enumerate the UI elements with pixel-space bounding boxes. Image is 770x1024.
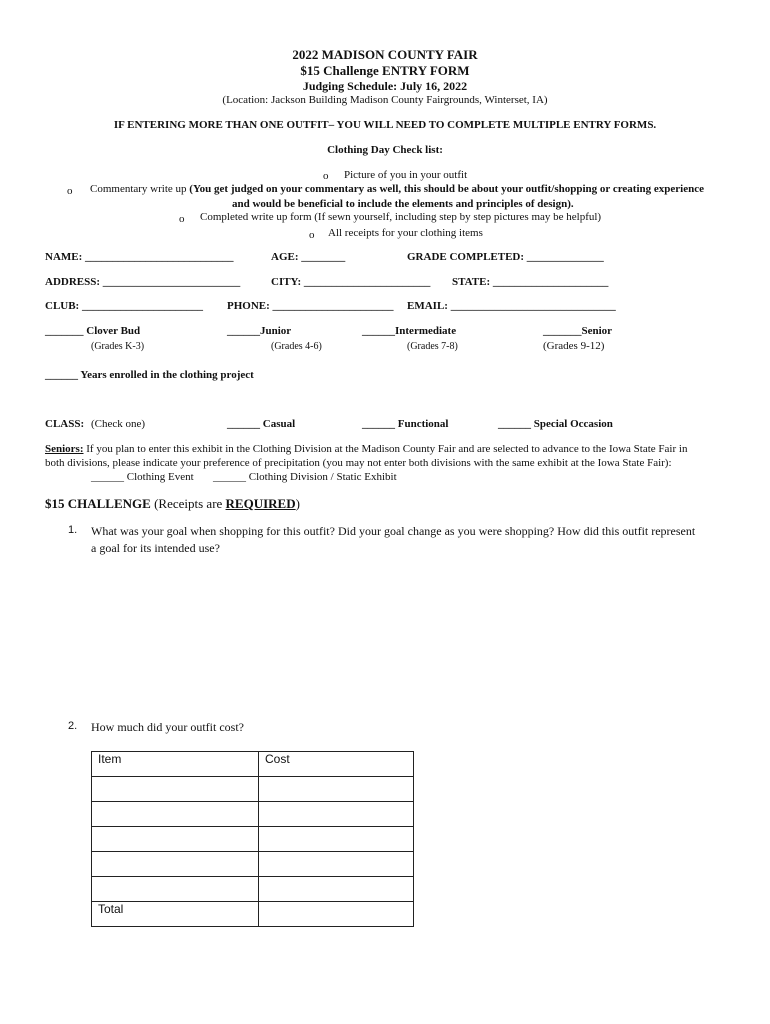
checklist-bullet-icon: o	[323, 170, 329, 182]
multiple-forms-warning: IF ENTERING MORE THAN ONE OUTFIT– YOU WILL NEED TO COMPLETE MULTIPLE ENTRY FORMS.	[113, 119, 657, 131]
table-row	[92, 877, 414, 902]
total-label: Total	[92, 902, 259, 927]
commentary-plain: Commentary write up	[90, 183, 190, 195]
name-field[interactable]: NAME: ___________________________	[45, 251, 234, 263]
level-clover-bud[interactable]: _______ Clover Bud	[45, 325, 141, 337]
challenge-required: REQUIRED	[225, 496, 296, 511]
location-text: (Location: Jackson Building Madison County Fairgrounds, Winterset, IA)	[222, 94, 548, 106]
item-cell[interactable]	[92, 852, 259, 877]
class-label: CLASS:	[45, 418, 85, 430]
table-row	[92, 827, 414, 852]
table-row	[92, 777, 414, 802]
email-field[interactable]: EMAIL: ______________________________	[407, 300, 616, 312]
checklist-item-commentary	[90, 183, 704, 195]
total-cost-cell[interactable]	[259, 902, 414, 927]
checklist-bullet-icon: o	[67, 185, 73, 197]
cost-cell[interactable]	[259, 777, 414, 802]
checklist-title: Clothing Day Check list:	[327, 144, 443, 156]
cost-table	[91, 751, 414, 927]
phone-field[interactable]: PHONE: ______________________	[227, 300, 394, 312]
question-2-text: How much did your outfit cost?	[91, 720, 244, 734]
table-header-cost: Cost	[259, 752, 414, 777]
level-senior-grades: (Grades 9-12)	[543, 340, 605, 352]
checklist-item-picture: Picture of you in your outfit	[344, 169, 468, 181]
challenge-paren-close: )	[295, 496, 300, 511]
level-junior-grades: (Grades 4-6)	[271, 341, 322, 352]
grade-completed-field[interactable]: GRADE COMPLETED: ______________	[407, 251, 604, 263]
commentary-bold: (You get judged on your commentary as well, this should be about your outfit/shopping or creating experience	[189, 183, 704, 195]
seniors-text: If you plan to enter this exhibit in the Clothing Division at the Madison County Fair and are selected to advance to the Iowa State Fair in	[83, 443, 688, 455]
item-cell[interactable]	[92, 802, 259, 827]
question-2-number: 2.	[68, 720, 78, 732]
cost-cell[interactable]	[259, 827, 414, 852]
address-field[interactable]: ADDRESS: _________________________	[45, 276, 241, 288]
level-junior[interactable]: ______Junior	[227, 325, 292, 337]
class-hint: (Check one)	[91, 418, 146, 430]
question-1-text-continued: a goal for its intended use?	[91, 541, 220, 555]
cost-cell[interactable]	[259, 877, 414, 902]
seniors-note	[45, 443, 687, 455]
form-title: 2022 MADISON COUNTY FAIR	[292, 47, 478, 62]
checklist-item-writeup: Completed write up form (If sewn yourself, including step by step pictures may be helpful)	[200, 211, 602, 223]
cost-cell[interactable]	[259, 852, 414, 877]
level-senior[interactable]: _______Senior	[543, 325, 613, 337]
table-total-row	[92, 902, 414, 927]
challenge-paren-open: (Receipts are	[150, 496, 226, 511]
item-cell[interactable]	[92, 877, 259, 902]
table-header-row	[92, 752, 414, 777]
checklist-item-receipts: All receipts for your clothing items	[328, 227, 483, 239]
city-field[interactable]: CITY: _______________________	[271, 276, 431, 288]
challenge-title: $15 CHALLENGE	[45, 496, 151, 511]
table-row	[92, 802, 414, 827]
age-field[interactable]: AGE: ________	[271, 251, 346, 263]
seniors-label: Seniors:	[45, 443, 84, 455]
challenge-heading	[45, 496, 300, 512]
item-cell[interactable]	[92, 827, 259, 852]
level-intermediate-grades: (Grades 7-8)	[407, 341, 458, 352]
level-clover-bud-grades: (Grades K-3)	[91, 341, 145, 352]
class-option-functional[interactable]: ______ Functional	[362, 418, 449, 430]
seniors-text-continued: both divisions, please indicate your preference of precipitation (you may not enter both divisions with the same exhibit at the Iowa State Fair):	[45, 457, 672, 469]
club-field[interactable]: CLUB: ______________________	[45, 300, 203, 312]
class-option-special-occasion[interactable]: ______ Special Occasion	[498, 418, 613, 430]
level-intermediate[interactable]: ______Intermediate	[362, 325, 457, 337]
judging-schedule: Judging Schedule: July 16, 2022	[302, 79, 468, 93]
state-field[interactable]: STATE: _____________________	[452, 276, 609, 288]
commentary-bold-continued: and would be beneficial to include the elements and principles of design).	[232, 198, 574, 210]
question-1-number: 1.	[68, 524, 78, 536]
checklist-bullet-icon: o	[309, 229, 315, 241]
table-header-item: Item	[92, 752, 259, 777]
senior-option-clothing-event[interactable]: ______ Clothing Event	[91, 471, 194, 483]
class-option-casual[interactable]: ______ Casual	[227, 418, 296, 430]
cost-cell[interactable]	[259, 802, 414, 827]
years-enrolled-field[interactable]: ______ Years enrolled in the clothing project	[45, 369, 254, 381]
item-cell[interactable]	[92, 777, 259, 802]
table-row	[92, 852, 414, 877]
senior-option-static-exhibit[interactable]: ______ Clothing Division / Static Exhibit	[213, 471, 397, 483]
form-subtitle: $15 Challenge ENTRY FORM	[300, 63, 470, 78]
question-1-text: What was your goal when shopping for this outfit? Did your goal change as you were shopping? How did this outfit represent	[91, 524, 696, 538]
checklist-bullet-icon: o	[179, 213, 185, 225]
